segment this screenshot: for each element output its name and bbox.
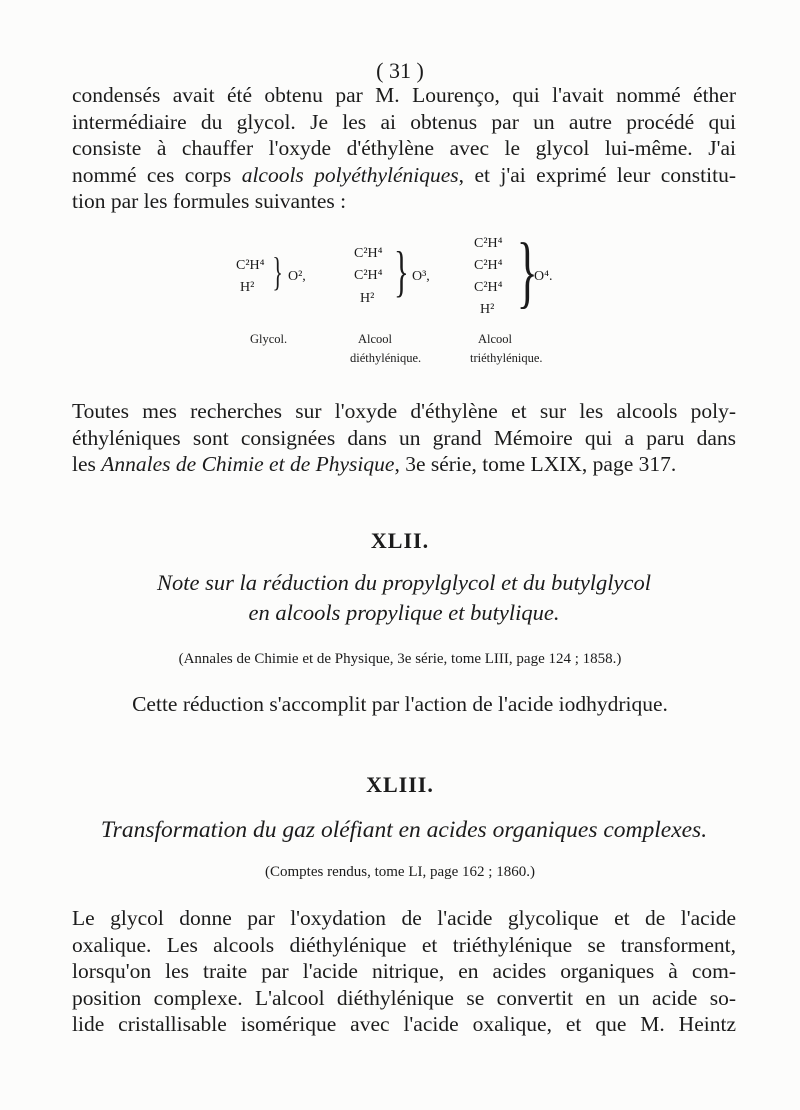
section-title-42 xyxy=(72,568,736,628)
section-source-43: (Comptes rendus, tome LI, page 162 ; 1860.) xyxy=(265,864,535,880)
section-text-42: Cette réduction s'accomplit par l'action de l'acide iodhydrique. xyxy=(132,692,668,716)
text-run: , et j'ai exprimé leur constitu- xyxy=(458,162,736,187)
text-run: , 3e série, tome LXIX, page 317. xyxy=(394,452,677,476)
formula-glycol-c2h4: C²H⁴ xyxy=(236,258,265,273)
label-diethylene-2: diéthylénique. xyxy=(350,351,422,365)
formula-diethylene-c2h4-a: C²H⁴ xyxy=(354,246,383,261)
text-line: oxalique. Les alcools diéthylénique et triéthylénique se transforment, xyxy=(72,932,736,957)
text-line: éthyléniques sont consignées dans un grand Mémoire qui a paru dans xyxy=(72,425,736,450)
section-source-42: (Annales de Chimie et de Physique, 3e série, tome LIII, page 124 ; 1858.) xyxy=(178,651,622,667)
text-run: les xyxy=(72,452,96,476)
text-line: lorsqu'on les traite par l'acide nitrique, en acides organiques à com- xyxy=(72,959,736,983)
text-line-mixed xyxy=(72,162,736,189)
section-number-43: XLIII. xyxy=(366,772,434,797)
formula-triethylene-oxygen: O⁴. xyxy=(534,269,553,284)
label-diethylene-1: Alcool xyxy=(358,332,393,346)
title-line: Note sur la réduction du propylglycol et du butylglycol xyxy=(156,570,652,595)
text-line: tion par les formules suivantes : xyxy=(72,189,347,213)
section-title-43: Transformation du gaz oléfiant en acides organiques complexes. xyxy=(100,817,708,843)
text-line: intermédiaire du glycol. Je les ai obtenus par un autre procédé qui xyxy=(72,109,736,134)
italic-term: alcools polyéthyléniques xyxy=(241,162,459,187)
text-line: lide cristallisable isomérique avec l'acide oxalique, et que M. Heintz xyxy=(72,1012,736,1036)
text-line: condensés avait été obtenu par M. Lourenço, qui l'avait nommé éther xyxy=(72,83,736,107)
paragraph-research xyxy=(72,398,736,478)
formula-diethylene-oxygen: O³, xyxy=(412,269,430,284)
formula-diethylene-h2: H² xyxy=(360,291,375,306)
text-run: nommé ces corps xyxy=(72,162,232,187)
section-number-42: XLII. xyxy=(370,528,430,553)
brace-glyph: } xyxy=(272,249,283,294)
formula-glycol-h2: H² xyxy=(240,280,255,295)
formula-triethylene-c2h4-b: C²H⁴ xyxy=(474,258,503,273)
text-line: position complexe. L'alcool diéthylénique se convertit en un acide so- xyxy=(72,985,736,1010)
text-line: consiste à chauffer l'oxyde d'éthylène avec le glycol lui-même. J'ai xyxy=(72,136,736,160)
page-number: ( 31 ) xyxy=(376,58,424,83)
italic-journal: Annales de Chimie et de Physique xyxy=(101,452,395,476)
formula-triethylene-h2: H² xyxy=(480,302,495,317)
brace-glyph: } xyxy=(394,241,409,303)
brace-glyph: } xyxy=(516,228,538,316)
label-glycol: Glycol. xyxy=(250,332,288,346)
text-line: Le glycol donne par l'oxydation de l'acide glycolique et de l'acide xyxy=(72,906,736,930)
text-line-mixed xyxy=(72,451,736,478)
paragraph-intro xyxy=(72,82,736,215)
label-triethylene-1: Alcool xyxy=(478,332,513,346)
formula-glycol-oxygen: O², xyxy=(288,269,306,284)
text-line: Toutes mes recherches sur l'oxyde d'éthylène et sur les alcools poly- xyxy=(72,399,736,423)
formula-diethylene-c2h4-b: C²H⁴ xyxy=(354,268,383,283)
paragraph-oxidation xyxy=(72,905,736,1038)
chemical-formulas xyxy=(230,228,590,388)
label-triethylene-2: triéthylénique. xyxy=(470,351,543,365)
formula-triethylene-c2h4-a: C²H⁴ xyxy=(474,236,503,251)
formula-triethylene-c2h4-c: C²H⁴ xyxy=(474,280,503,295)
title-line: en alcools propylique et butylique. xyxy=(248,600,560,625)
